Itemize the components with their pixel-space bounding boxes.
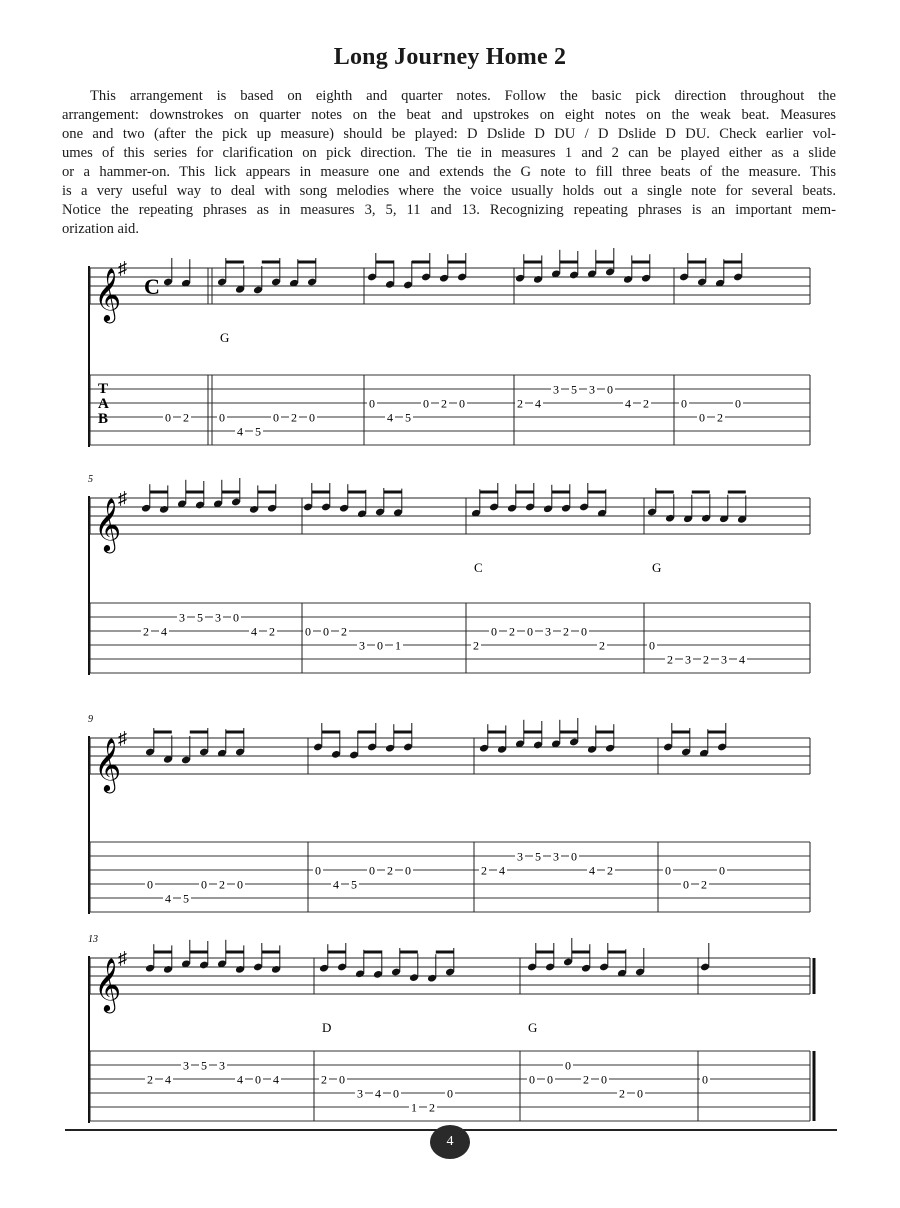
tab-fret-number: 4 xyxy=(161,624,167,639)
tab-fret-number: 2 xyxy=(147,1072,153,1087)
tab-fret-number: 0 xyxy=(305,624,311,639)
tab-fret-number: 0 xyxy=(581,624,587,639)
tab-fret-number: 2 xyxy=(701,877,707,892)
tab-fret-number: 4 xyxy=(165,891,171,906)
tab-fret-number: 2 xyxy=(321,1072,327,1087)
tab-fret-number: 4 xyxy=(237,424,243,439)
tab-fret-number: 4 xyxy=(739,652,745,667)
tab-fret-number: 3 xyxy=(357,1086,363,1101)
tab-fret-number: 0 xyxy=(447,1086,453,1101)
tab-fret-number: 0 xyxy=(527,624,533,639)
key-signature-sharp-icon: ♯ xyxy=(118,488,127,508)
tab-fret-number: 2 xyxy=(517,396,523,411)
tab-fret-number: 2 xyxy=(269,624,275,639)
tab-fret-number: 5 xyxy=(255,424,261,439)
tab-fret-number: 0 xyxy=(547,1072,553,1087)
tab-fret-number: 0 xyxy=(529,1072,535,1087)
tab-fret-number: 0 xyxy=(571,849,577,864)
tab-fret-number: 2 xyxy=(143,624,149,639)
tab-fret-number: 0 xyxy=(273,410,279,425)
tab-fret-number: 0 xyxy=(665,863,671,878)
tab-fret-number: 2 xyxy=(441,396,447,411)
tab-fret-number: 4 xyxy=(251,624,257,639)
tab-fret-number: 2 xyxy=(667,652,673,667)
tab-fret-number: 0 xyxy=(719,863,725,878)
tab-fret-number: 3 xyxy=(183,1058,189,1073)
tab-fret-number: 3 xyxy=(545,624,551,639)
intro-line: is a very useful way to deal with song melodies where the voice usually holds out a single note for several beats. xyxy=(62,183,836,199)
tab-fret-number: 3 xyxy=(215,610,221,625)
tab-fret-number: 5 xyxy=(201,1058,207,1073)
tab-label: T xyxy=(98,381,109,397)
tab-label: A xyxy=(98,396,109,412)
tab-fret-number: 0 xyxy=(165,410,171,425)
intro-line: or a hammer-on. This lick appears in measure one and extends the G note to fill three beats of the measure. This xyxy=(62,164,836,180)
tab-fret-number: 2 xyxy=(429,1100,435,1115)
tab-fret-number: 0 xyxy=(491,624,497,639)
tab-fret-number: 2 xyxy=(341,624,347,639)
tab-fret-number: 4 xyxy=(625,396,631,411)
tab-fret-number: 0 xyxy=(377,638,383,653)
tab-fret-number: 3 xyxy=(359,638,365,653)
tab-fret-number: 0 xyxy=(423,396,429,411)
tab-fret-number: 3 xyxy=(179,610,185,625)
measure-number: 5 xyxy=(88,474,93,485)
tab-fret-number: 5 xyxy=(405,410,411,425)
tab-fret-number: 0 xyxy=(459,396,465,411)
tab-fret-number: 4 xyxy=(165,1072,171,1087)
tab-fret-number: 5 xyxy=(351,877,357,892)
tab-fret-number: 2 xyxy=(717,410,723,425)
tab-fret-number: 1 xyxy=(395,638,401,653)
tab-fret-number: 0 xyxy=(681,396,687,411)
tab-fret-number: 4 xyxy=(535,396,541,411)
measure-number: 13 xyxy=(88,934,98,945)
tab-fret-number: 4 xyxy=(273,1072,279,1087)
measure-number: 9 xyxy=(88,714,93,725)
tab-fret-number: 0 xyxy=(255,1072,261,1087)
tab-fret-number: 0 xyxy=(607,382,613,397)
tab-fret-number: 0 xyxy=(405,863,411,878)
tab-fret-number: 0 xyxy=(147,877,153,892)
tab-fret-number: 0 xyxy=(649,638,655,653)
intro-line: Notice the repeating phrases as in measures 3, 5, 11 and 13. Recognizing repeating phrases is an important mem- xyxy=(62,202,836,218)
tab-fret-number: 0 xyxy=(637,1086,643,1101)
tab-fret-number: 4 xyxy=(499,863,505,878)
intro-line: one and two (after the pick up measure) should be played: D Dslide D DU / D Dslide D DU. Check earlier vol- xyxy=(62,126,836,142)
tab-fret-number: 2 xyxy=(599,638,605,653)
tab-fret-number: 3 xyxy=(517,849,523,864)
tab-fret-number: 0 xyxy=(601,1072,607,1087)
intro-line: arrangement: downstrokes on quarter notes on the beat and upstrokes on eight notes on the weak beat. Measures xyxy=(62,107,836,123)
chord-name: G xyxy=(652,560,662,575)
treble-clef-icon: 𝄞 xyxy=(94,739,122,790)
chord-name: C xyxy=(474,560,483,575)
time-signature: C xyxy=(144,274,160,299)
chord-name: G xyxy=(220,330,230,345)
intro-line: orization aid. xyxy=(62,221,139,237)
tab-fret-number: 0 xyxy=(369,863,375,878)
tab-fret-number: 4 xyxy=(589,863,595,878)
tab-fret-number: 2 xyxy=(619,1086,625,1101)
tab-fret-number: 0 xyxy=(339,1072,345,1087)
tab-fret-number: 0 xyxy=(702,1072,708,1087)
page-number: 4 xyxy=(430,1125,470,1159)
intro-line: umes of this series for clarification on pick direction. The tie in measures 1 and 2 can be played either as a slide xyxy=(62,145,836,161)
tab-fret-number: 4 xyxy=(375,1086,381,1101)
tab-fret-number: 3 xyxy=(589,382,595,397)
tab-fret-number: 0 xyxy=(683,877,689,892)
tab-fret-number: 0 xyxy=(315,863,321,878)
tab-fret-number: 2 xyxy=(183,410,189,425)
tab-fret-number: 3 xyxy=(553,849,559,864)
tab-fret-number: 0 xyxy=(237,877,243,892)
tab-fret-number: 0 xyxy=(699,410,705,425)
key-signature-sharp-icon: ♯ xyxy=(118,258,127,278)
tab-fret-number: 5 xyxy=(571,382,577,397)
tab-fret-number: 3 xyxy=(553,382,559,397)
key-signature-sharp-icon: ♯ xyxy=(118,948,127,968)
tab-fret-number: 2 xyxy=(219,877,225,892)
tab-fret-number: 3 xyxy=(219,1058,225,1073)
tab-fret-number: 2 xyxy=(291,410,297,425)
tab-fret-number: 0 xyxy=(323,624,329,639)
tab-fret-number: 5 xyxy=(183,891,189,906)
tab-fret-number: 5 xyxy=(535,849,541,864)
treble-clef-icon: 𝄞 xyxy=(94,269,122,320)
tab-fret-number: 4 xyxy=(237,1072,243,1087)
tab-fret-number: 0 xyxy=(735,396,741,411)
tab-fret-number: 2 xyxy=(563,624,569,639)
treble-clef-icon: 𝄞 xyxy=(94,499,122,550)
tab-fret-number: 0 xyxy=(393,1086,399,1101)
tab-label: B xyxy=(98,411,109,427)
tab-fret-number: 3 xyxy=(721,652,727,667)
tab-fret-number: 3 xyxy=(685,652,691,667)
tab-fret-number: 2 xyxy=(473,638,479,653)
tab-fret-number: 2 xyxy=(387,863,393,878)
tab-fret-number: 0 xyxy=(309,410,315,425)
tab-fret-number: 2 xyxy=(643,396,649,411)
tab-fret-number: 2 xyxy=(703,652,709,667)
intro-line: This arrangement is based on eighth and quarter notes. Follow the basic pick direction throughout the xyxy=(90,88,836,104)
chord-name: G xyxy=(528,1020,538,1035)
page-title: Long Journey Home 2 xyxy=(333,44,567,70)
tab-fret-number: 0 xyxy=(201,877,207,892)
key-signature-sharp-icon: ♯ xyxy=(118,728,127,748)
tab-fret-number: 0 xyxy=(219,410,225,425)
tab-fret-number: 2 xyxy=(607,863,613,878)
tab-fret-number: 0 xyxy=(565,1058,571,1073)
tab-fret-number: 4 xyxy=(333,877,339,892)
chord-name: D xyxy=(322,1020,332,1035)
tab-fret-number: 5 xyxy=(197,610,203,625)
treble-clef-icon: 𝄞 xyxy=(94,959,122,1010)
tab-fret-number: 2 xyxy=(509,624,515,639)
tab-fret-number: 2 xyxy=(583,1072,589,1087)
tab-fret-number: 2 xyxy=(481,863,487,878)
tab-fret-number: 0 xyxy=(233,610,239,625)
tab-fret-number: 4 xyxy=(387,410,393,425)
tab-fret-number: 0 xyxy=(369,396,375,411)
tab-fret-number: 1 xyxy=(411,1100,417,1115)
